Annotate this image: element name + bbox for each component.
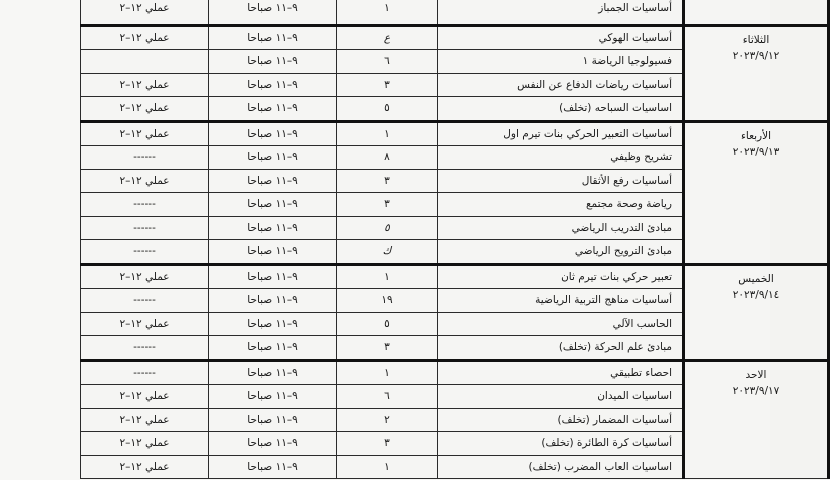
day-cell bbox=[684, 121, 829, 264]
time-cell: ٩–١١ صباحا bbox=[209, 360, 337, 385]
subject-cell: أساسيات الهوكي bbox=[438, 25, 684, 50]
exam-schedule-table bbox=[80, 0, 830, 479]
count-cell: ١ bbox=[337, 121, 438, 146]
note-cell: ------ bbox=[81, 289, 209, 313]
day-name: الثلاثاء bbox=[742, 33, 770, 46]
subject-cell: أساسيات الجمباز bbox=[438, 0, 684, 25]
table-row bbox=[81, 25, 829, 50]
count-cell: ك bbox=[337, 240, 438, 265]
subject-cell: تعبير حركي بنات تيرم ثان bbox=[438, 264, 684, 289]
note-cell: عملي ١٢–٢ bbox=[81, 432, 209, 456]
time-cell: ٩–١١ صباحا bbox=[209, 97, 337, 122]
note-cell: ------ bbox=[81, 193, 209, 217]
day-name: الاحد bbox=[745, 368, 767, 381]
subject-cell: اساسيات العاب المضرب (تخلف) bbox=[438, 455, 684, 479]
table-row bbox=[81, 121, 829, 146]
note-cell: ------ bbox=[81, 336, 209, 361]
day-date: ٢٠٢٣/٩/١٢ bbox=[732, 50, 780, 62]
table-row bbox=[81, 264, 829, 289]
note-cell: ------ bbox=[81, 360, 209, 385]
note-cell: عملي ١٢–٢ bbox=[81, 25, 209, 50]
note-cell: عملي ١٢–٢ bbox=[81, 0, 209, 25]
count-cell: ٣ bbox=[337, 193, 438, 217]
subject-cell: أساسيات مناهج التربية الرياضية bbox=[438, 289, 684, 313]
day-name: الأربعاء bbox=[740, 129, 772, 142]
time-cell: ٩–١١ صباحا bbox=[209, 336, 337, 361]
time-cell: ٩–١١ صباحا bbox=[209, 73, 337, 97]
count-cell: ٨ bbox=[337, 146, 438, 170]
note-cell: عملي ١٢–٢ bbox=[81, 73, 209, 97]
table-row bbox=[81, 0, 829, 25]
time-cell: ٩–١١ صباحا bbox=[209, 289, 337, 313]
subject-cell: أساسيات كرة الطائرة (تخلف) bbox=[438, 432, 684, 456]
time-cell: ٩–١١ صباحا bbox=[209, 312, 337, 336]
time-cell: ٩–١١ صباحا bbox=[209, 146, 337, 170]
count-cell: ٥ bbox=[337, 216, 438, 240]
table-row bbox=[81, 360, 829, 385]
time-cell: ٩–١١ صباحا bbox=[209, 121, 337, 146]
count-cell: ١ bbox=[337, 360, 438, 385]
subject-cell: أساسيات المضمار (تخلف) bbox=[438, 408, 684, 432]
note-cell: عملي ١٢–٢ bbox=[81, 385, 209, 409]
time-cell: ٩–١١ صباحا bbox=[209, 25, 337, 50]
subject-cell: أساسيات رفع الأثقال bbox=[438, 169, 684, 193]
note-cell: عملي ١٢–٢ bbox=[81, 121, 209, 146]
schedule-body bbox=[81, 0, 829, 479]
note-cell: عملي ١٢–٢ bbox=[81, 312, 209, 336]
day-date: ٢٠٢٣/٩/١٧ bbox=[732, 385, 780, 397]
left-margin bbox=[0, 0, 80, 480]
time-cell: ٩–١١ صباحا bbox=[209, 432, 337, 456]
day-date: ٢٠٢٣/٩/١٣ bbox=[732, 146, 780, 158]
day-name: الخميس bbox=[738, 272, 774, 285]
subject-cell: أساسيات رياضات الدفاع عن النفس bbox=[438, 73, 684, 97]
subject-cell: رياضة وصحة مجتمع bbox=[438, 193, 684, 217]
time-cell: ٩–١١ صباحا bbox=[209, 50, 337, 74]
subject-cell: مبادئ علم الحركة (تخلف) bbox=[438, 336, 684, 361]
note-cell: ------ bbox=[81, 216, 209, 240]
subject-cell: احصاء تطبيقي bbox=[438, 360, 684, 385]
count-cell: ٣ bbox=[337, 432, 438, 456]
count-cell: ٣ bbox=[337, 336, 438, 361]
day-cell bbox=[684, 25, 829, 121]
time-cell: ٩–١١ صباحا bbox=[209, 264, 337, 289]
time-cell: ٩–١١ صباحا bbox=[209, 408, 337, 432]
note-cell: عملي ١٢–٢ bbox=[81, 169, 209, 193]
time-cell: ٩–١١ صباحا bbox=[209, 0, 337, 25]
count-cell: ٦ bbox=[337, 50, 438, 74]
count-cell: ٥ bbox=[337, 312, 438, 336]
note-cell: عملي ١٢–٢ bbox=[81, 97, 209, 122]
subject-cell: أساسيات التعبير الحركي بنات تيرم اول bbox=[438, 121, 684, 146]
note-cell: ------ bbox=[81, 240, 209, 265]
note-cell: ------ bbox=[81, 146, 209, 170]
time-cell: ٩–١١ صباحا bbox=[209, 240, 337, 265]
count-cell: ١ bbox=[337, 0, 438, 25]
count-cell: ١ bbox=[337, 455, 438, 479]
count-cell: ٣ bbox=[337, 73, 438, 97]
subject-cell: فسيولوجيا الرياضة ١ bbox=[438, 50, 684, 74]
count-cell: ٣ bbox=[337, 169, 438, 193]
count-cell: ٥ bbox=[337, 97, 438, 122]
subject-cell: مبادئ الترويح الرياضي bbox=[438, 240, 684, 265]
count-cell: ع bbox=[337, 25, 438, 50]
count-cell: ١٩ bbox=[337, 289, 438, 313]
subject-cell: مبادئ التدريب الرياضي bbox=[438, 216, 684, 240]
day-cell bbox=[684, 360, 829, 479]
count-cell: ٢ bbox=[337, 408, 438, 432]
subject-cell: اساسيات السباحه (تخلف) bbox=[438, 97, 684, 122]
subject-cell: اساسيات الميدان bbox=[438, 385, 684, 409]
day-date: ٢٠٢٣/٩/١٤ bbox=[732, 289, 780, 301]
note-cell: عملي ١٢–٢ bbox=[81, 455, 209, 479]
note-cell: عملي ١٢–٢ bbox=[81, 408, 209, 432]
time-cell: ٩–١١ صباحا bbox=[209, 193, 337, 217]
count-cell: ١ bbox=[337, 264, 438, 289]
time-cell: ٩–١١ صباحا bbox=[209, 385, 337, 409]
day-cell bbox=[684, 264, 829, 360]
subject-cell: تشريح وظيفي bbox=[438, 146, 684, 170]
note-cell: عملي ١٢–٢ bbox=[81, 264, 209, 289]
time-cell: ٩–١١ صباحا bbox=[209, 169, 337, 193]
note-cell bbox=[81, 50, 209, 74]
time-cell: ٩–١١ صباحا bbox=[209, 455, 337, 479]
count-cell: ٦ bbox=[337, 385, 438, 409]
time-cell: ٩–١١ صباحا bbox=[209, 216, 337, 240]
day-cell bbox=[684, 0, 829, 25]
subject-cell: الحاسب الآلي bbox=[438, 312, 684, 336]
